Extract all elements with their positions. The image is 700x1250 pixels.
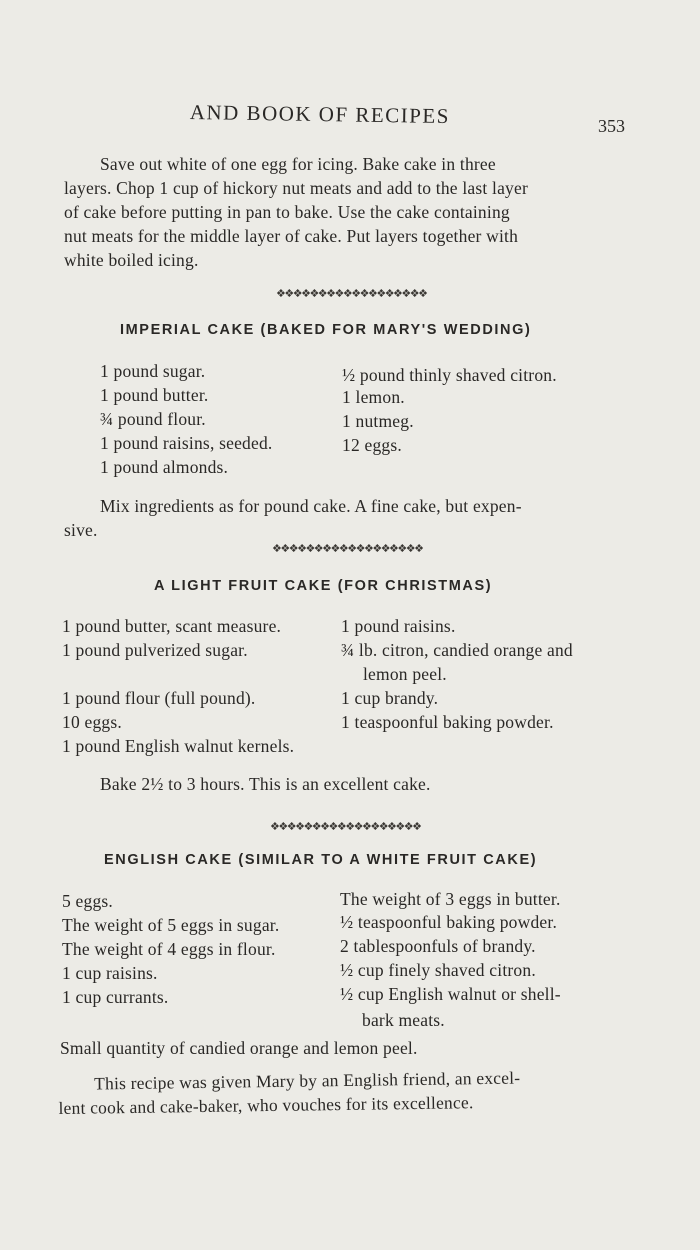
intro-line: white boiled icing. (64, 250, 199, 270)
ingredient: 1 pound English walnut kernels. (62, 736, 295, 756)
ingredient: 1 pound butter. (100, 385, 209, 405)
ingredient: 1 nutmeg. (342, 411, 414, 431)
ingredient: 1 cup raisins. (62, 963, 158, 983)
ingredient: 1 cup currants. (62, 987, 169, 1007)
ingredient: ½ cup English walnut or shell- (340, 984, 561, 1004)
note-line: sive. (64, 520, 98, 540)
note-line: lent cook and cake-baker, who vouches for its excellence. (58, 1092, 474, 1118)
ingredient: ½ cup finely shaved citron. (340, 960, 536, 980)
ingredient: 1 pound flour (full pound). (62, 688, 256, 708)
note-line: Bake 2½ to 3 hours. This is an excellent cake. (100, 774, 431, 794)
ingredient: The weight of 4 eggs in flour. (62, 939, 276, 959)
ingredient: 1 pound butter, scant measure. (62, 616, 282, 636)
ingredient: 2 tablespoonfuls of brandy. (340, 936, 536, 956)
ornament-divider: ❖❖❖❖❖❖❖❖❖❖❖❖❖❖❖❖❖❖ (270, 820, 421, 833)
ingredient: ½ pound thinly shaved citron. (342, 365, 557, 385)
note-line: Mix ingredients as for pound cake. A fine cake, but expen- (100, 496, 522, 516)
intro-line: Save out white of one egg for icing. Bake cake in three (100, 154, 496, 174)
recipe-title: A LIGHT FRUIT CAKE (FOR CHRISTMAS) (154, 578, 493, 594)
ingredient: 1 teaspoonful baking powder. (341, 712, 554, 732)
ornament-divider: ❖❖❖❖❖❖❖❖❖❖❖❖❖❖❖❖❖❖ (272, 542, 423, 555)
ingredient: 12 eggs. (342, 435, 402, 455)
intro-paragraph (64, 152, 528, 272)
ingredient: 1 pound almonds. (100, 457, 229, 477)
ingredient: 1 lemon. (342, 387, 405, 407)
recipe-note (64, 772, 431, 796)
recipe-note (58, 1066, 521, 1120)
ingredient: lemon peel. (363, 664, 447, 684)
page-number: 353 (598, 116, 625, 136)
ingredient: The weight of 5 eggs in sugar. (62, 915, 280, 935)
recipe-title: ENGLISH CAKE (SIMILAR TO A WHITE FRUIT CAKE) (104, 852, 538, 868)
intro-line: of cake before putting in pan to bake. Use the cake containing (64, 202, 510, 222)
note-line: This recipe was given Mary by an English friend, an excel- (94, 1067, 521, 1094)
intro-line: nut meats for the middle layer of cake. Put layers together with (64, 226, 519, 246)
ingredient: Small quantity of candied orange and lemon peel. (60, 1038, 418, 1058)
running-head: AND BOOK OF RECIPES (189, 100, 451, 129)
ornament-divider: ❖❖❖❖❖❖❖❖❖❖❖❖❖❖❖❖❖❖ (276, 287, 427, 300)
ingredient: 10 eggs. (62, 712, 122, 732)
ingredient: ¾ pound flour. (100, 409, 206, 429)
ingredient: ¾ lb. citron, candied orange and (341, 640, 573, 660)
recipe-title: IMPERIAL CAKE (BAKED FOR MARY'S WEDDING) (120, 322, 532, 338)
ingredient: 1 pound raisins, seeded. (100, 433, 273, 453)
ingredient: 1 pound pulverized sugar. (62, 640, 248, 660)
ingredient: bark meats. (362, 1010, 445, 1030)
ingredient: 1 cup brandy. (341, 688, 439, 708)
ingredient: ½ teaspoonful baking powder. (340, 912, 558, 932)
ingredient: 5 eggs. (62, 891, 113, 911)
recipe-note (64, 494, 522, 542)
intro-line: layers. Chop 1 cup of hickory nut meats and add to the last layer (64, 178, 528, 198)
ingredient: 1 pound sugar. (100, 361, 206, 381)
ingredient: 1 pound raisins. (341, 616, 456, 636)
ingredient: The weight of 3 eggs in butter. (340, 889, 561, 909)
